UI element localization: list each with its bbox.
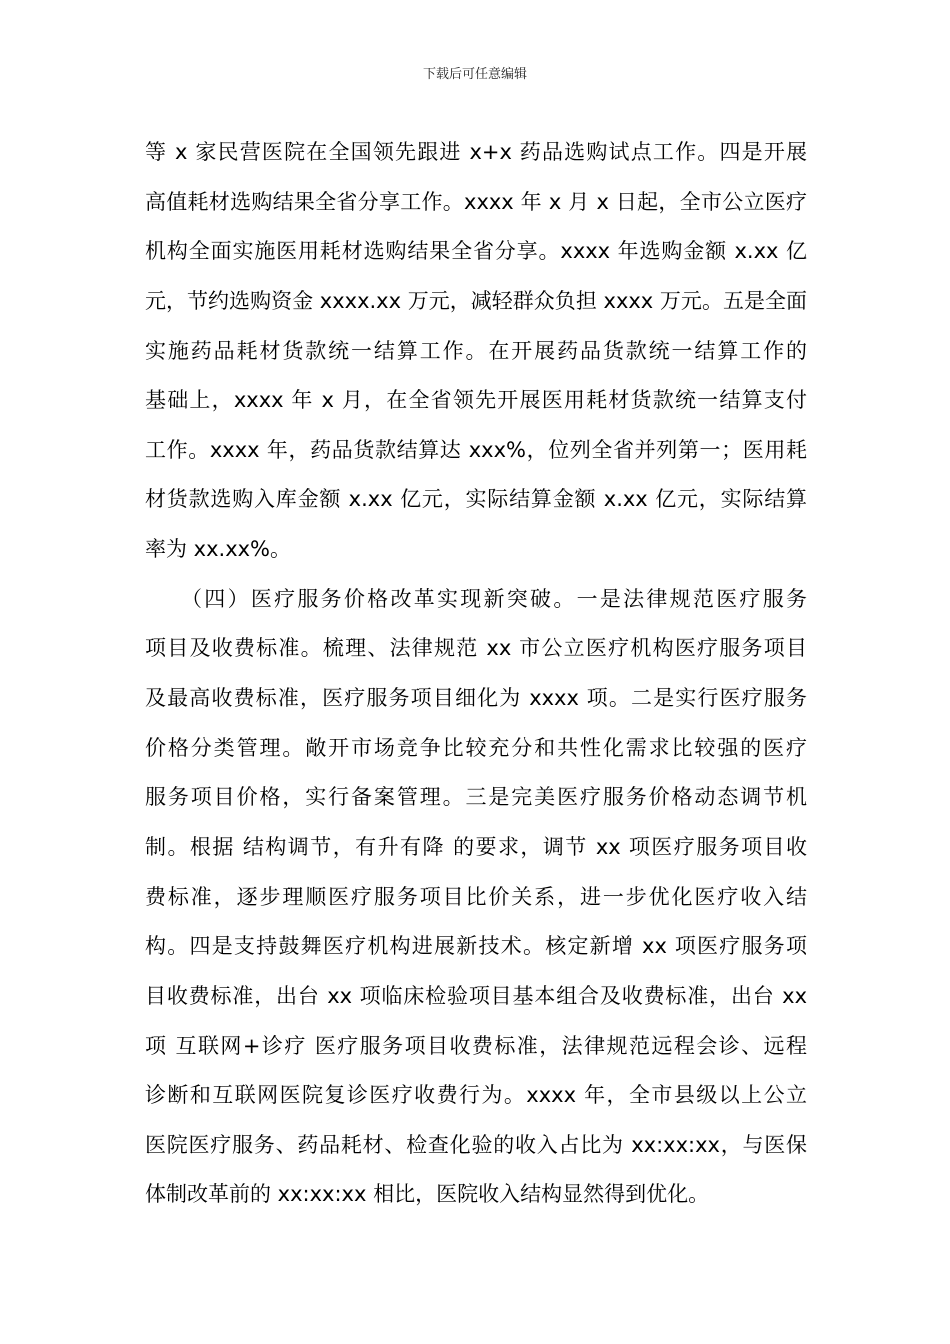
page-header: 下载后可任意编辑	[422, 67, 527, 82]
text-line: 率为 xx.xx%。	[145, 537, 292, 562]
text-line: （四）医疗服务价格改革实现新突破。一是法律规范医疗服务	[145, 586, 807, 611]
text-line: 高值耗材选购结果全省分享工作。xxxx 年 x 月 x 日起，全市公立医疗	[145, 189, 807, 214]
text-line: 构。四是支持鼓舞医疗机构进展新技术。核定新增 xx 项医疗服务项	[145, 934, 807, 959]
text-line: 项 互联网+诊疗 医疗服务项目收费标准，法律规范远程会诊、远程	[145, 1033, 807, 1058]
text-line: 诊断和互联网医院复诊医疗收费行为。xxxx 年，全市县级以上公立	[145, 1083, 807, 1108]
text-line: 及最高收费标准，医疗服务项目细化为 xxxx 项。二是实行医疗服务	[145, 686, 807, 711]
text-line: 价格分类管理。敞开市场竞争比较充分和共性化需求比较强的医疗	[145, 735, 807, 760]
text-line: 材货款选购入库金额 x.xx 亿元，实际结算金额 x.xx 亿元，实际结算	[145, 487, 807, 512]
text-line: 费标准，逐步理顺医疗服务项目比价关系，进一步优化医疗收入结	[145, 884, 807, 909]
text-line: 工作。xxxx 年，药品货款结算达 xxx%，位列全省并列第一；医用耗	[145, 437, 807, 462]
text-line: 基础上，xxxx 年 x 月，在全省领先开展医用耗材货款统一结算支付	[145, 388, 807, 413]
text-line: 服务项目价格，实行备案管理。三是完美医疗服务价格动态调节机	[145, 785, 807, 810]
text-line: 体制改革前的 xx:xx:xx 相比，医院收入结构显然得到优化。	[145, 1182, 710, 1207]
text-line: 目收费标准，出台 xx 项临床检验项目基本组合及收费标准，出台 xx	[145, 983, 807, 1008]
document-body	[145, 128, 807, 1220]
text-line: 等 x 家民营医院在全国领先跟进 x+x 药品选购试点工作。四是开展	[145, 140, 807, 164]
text-line: 元，节约选购资金 xxxx.xx 万元，减轻群众负担 xxxx 万元。五是全面	[145, 288, 807, 313]
text-line: 医院医疗服务、药品耗材、检查化验的收入占比为 xx:xx:xx，与医保	[145, 1132, 807, 1157]
text-line: 实施药品耗材货款统一结算工作。在开展药品货款统一结算工作的	[145, 338, 807, 363]
text-line: 项目及收费标准。梳理、法律规范 xx 市公立医疗机构医疗服务项目	[145, 636, 807, 661]
text-line: 制。根据 结构调节，有升有降 的要求，调节 xx 项医疗服务项目收	[145, 834, 807, 859]
text-line: 机构全面实施医用耗材选购结果全省分享。xxxx 年选购金额 x.xx 亿	[145, 239, 807, 264]
